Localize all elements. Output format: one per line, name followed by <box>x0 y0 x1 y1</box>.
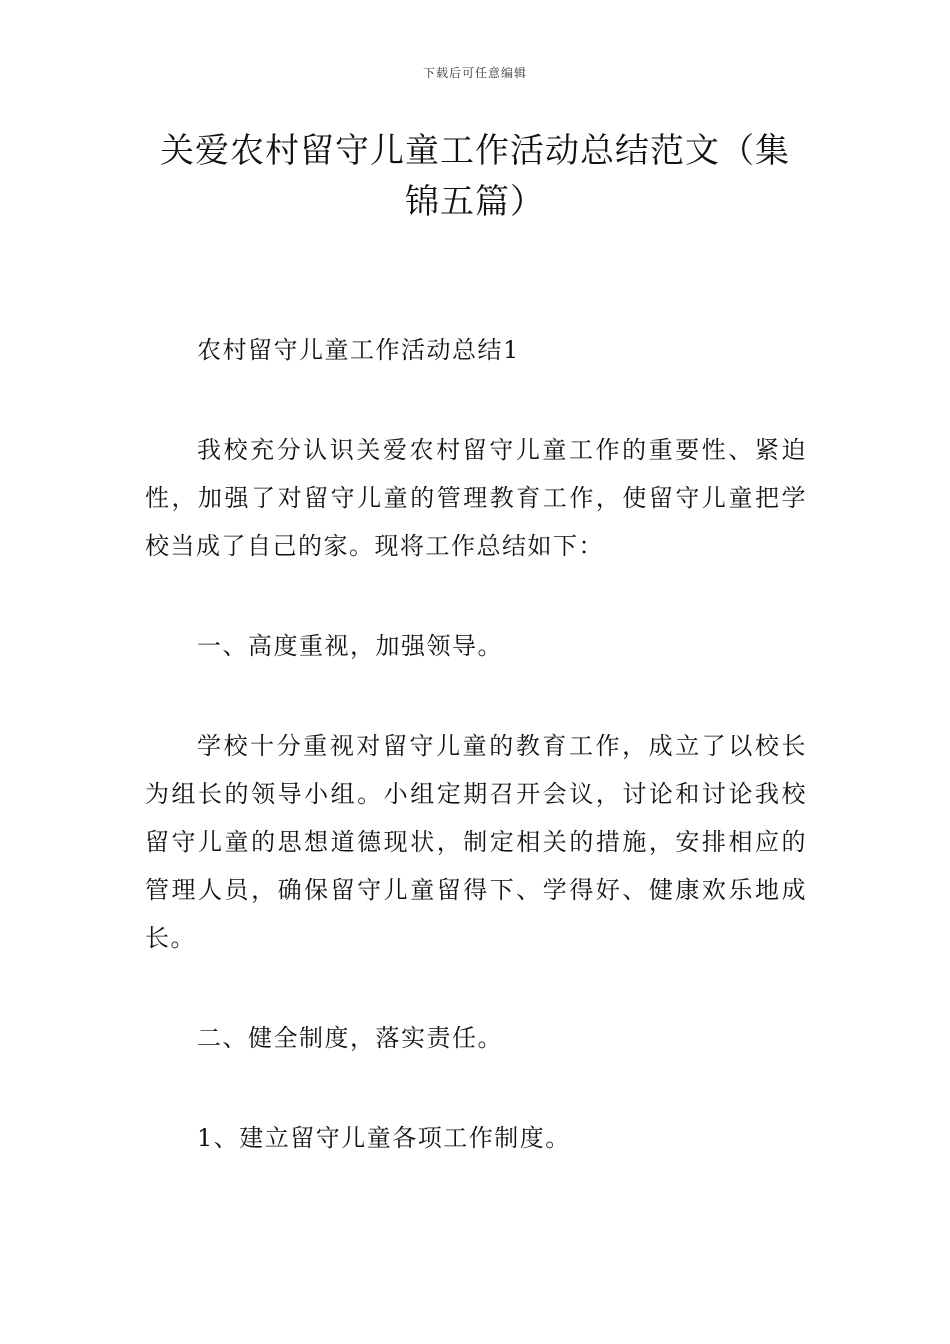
header-note: 下载后可任意编辑 <box>422 66 527 80</box>
list-item: 1、建立留守儿童各项工作制度。 <box>197 1124 571 1152</box>
subsection-heading: 一、高度重视，加强领导。 <box>197 632 503 660</box>
document-title: 关爱农村留守儿童工作活动总结范文（集锦五篇） <box>160 131 790 222</box>
body-paragraph: 我校充分认识关爱农村留守儿童工作的重要性、紧迫性，加强了对留守儿童的管理教育工作，使留守儿童把学校当成了自己的家。现将工作总结如下： <box>145 436 807 560</box>
section-heading: 农村留守儿童工作活动总结1 <box>197 336 520 364</box>
body-paragraph: 学校十分重视对留守儿童的教育工作，成立了以校长为组长的领导小组。小组定期召开会议，讨论和讨论我校留守儿童的思想道德现状，制定相关的措施，安排相应的管理人员，确保留守儿童留得下、学得好、健康欢乐地成长。 <box>145 732 807 952</box>
subsection-heading: 二、健全制度，落实责任。 <box>197 1024 503 1052</box>
document-body <box>145 326 807 1214</box>
